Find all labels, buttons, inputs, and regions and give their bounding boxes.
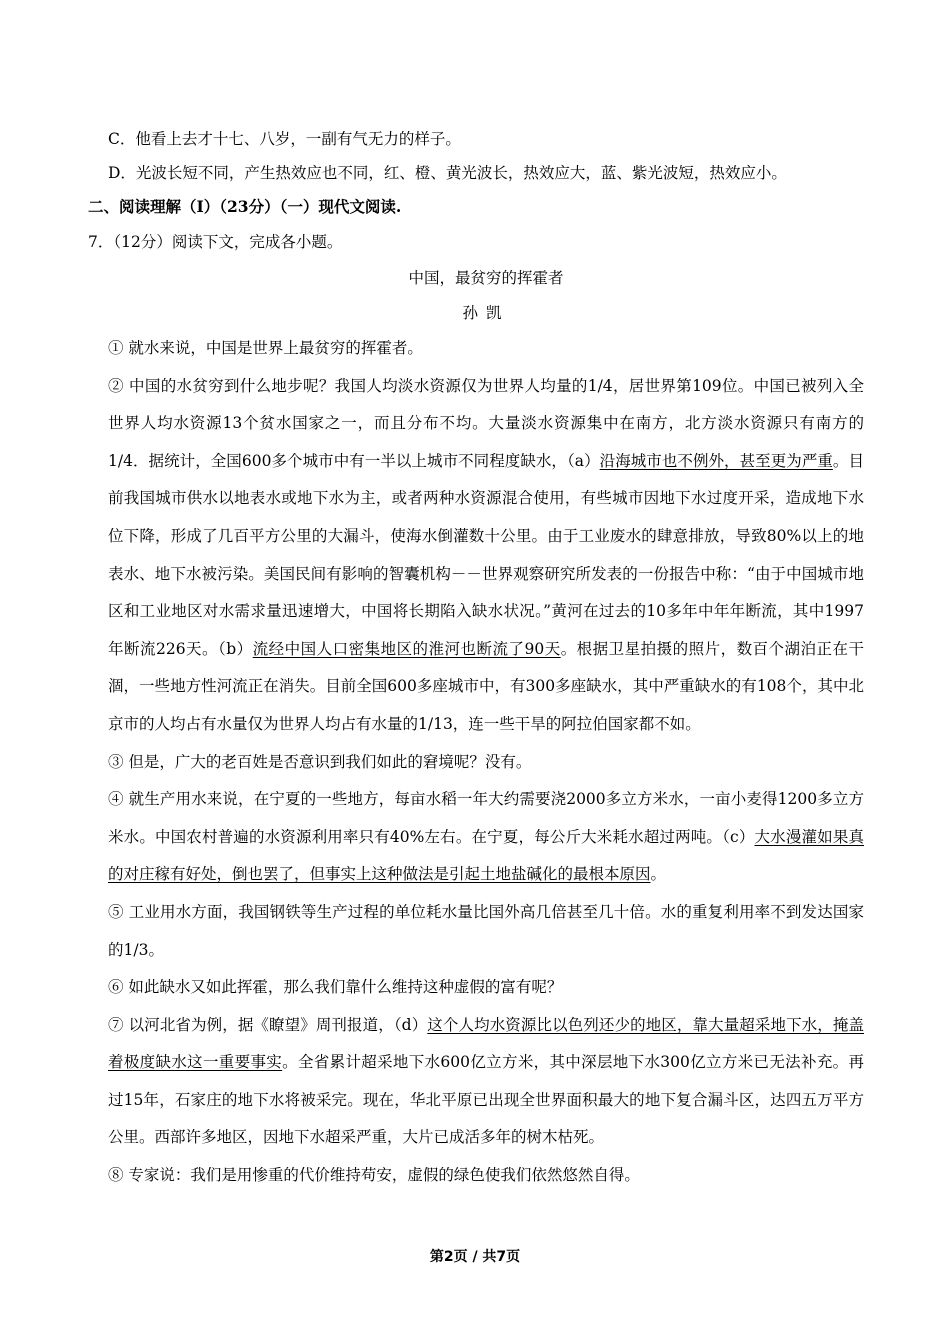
paragraph-1: ① 就水来说，中国是世界上最贫穷的挥霍者。 bbox=[108, 339, 423, 357]
section-heading: 二、阅读理解（Ⅰ）（23分）（一）现代文阅读. bbox=[88, 197, 402, 216]
paragraph-2-text-c: 。根据卫星拍摄的照片，数百个湖泊正在干涸，一些地方性河流正在消失。目前全国600多座城市中，有300多座缺水，其中严重缺水的有108个，其中北京市的人均占有水量仅为世界人均占有水量的1/13，连一些干旱的阿拉伯国家都不如。 bbox=[108, 639, 864, 733]
underlined-sentence-d: 这个人均水资源比以色列还少的地区，靠大量超采地下水，掩盖着极度缺水这一重要事实 bbox=[108, 1015, 864, 1072]
paragraph-7 bbox=[108, 1007, 864, 1157]
option-d: D．光波长短不同，产生热效应也不同，红、橙、黄光波长，热效应大，蓝、紫光波短，热效应小。 bbox=[108, 164, 787, 182]
underlined-sentence-a: 沿海城市也不例外，甚至更为严重 bbox=[599, 451, 833, 470]
paragraph-2 bbox=[108, 368, 864, 744]
paragraph-5: ⑤ 工业用水方面，我国钢铁等生产过程的单位耗水量比国外高几倍甚至几十倍。水的重复利用率不到发达国家的1/3。 bbox=[108, 902, 864, 959]
article-title: 中国，最贫穷的挥霍者 bbox=[408, 269, 564, 287]
paragraph-4-text-b: 。 bbox=[650, 865, 667, 884]
paragraph-6: ⑥ 如此缺水又如此挥霍，那么我们靠什么维持这种虚假的富有呢？ bbox=[108, 978, 563, 997]
paragraph-2-text-a: ② 中国的水贫穷到什么地步呢？我国人均淡水资源仅为世界人均量的1/4，居世界第109位。中国已被列入全世界人均水资源13个贫水国家之一，而且分布不均。大量淡水资源集中在南方，北方淡水资源只有南方的1/4．据统计，全国600多个城市中有一半以上城市不同程度缺水，（a） bbox=[108, 376, 864, 470]
paragraph-7-text-a: ⑦ 以河北省为例，据《瞭望》周刊报道，（d） bbox=[108, 1015, 428, 1034]
paragraph-7-text-b: 。全省累计超采地下水600亿立方米，其中深层地下水300亿立方米已无法补充。再过15年，石家庄的地下水将被采完。现在，华北平原已出现全世界面积最大的地下复合漏斗区，达四五万平方公里。西部许多地区，因地下水超采严重，大片已成活多年的树木枯死。 bbox=[108, 1053, 864, 1147]
paragraph-4-text-a: ④ 就生产用水来说，在宁夏的一些地方，每亩水稻一年大约需要浇2000多立方米水，一亩小麦得1200多立方米水。中国农村普遍的水资源利用率只有40%左右。在宁夏，每公斤大米耗水超过两吨。（c） bbox=[108, 790, 864, 846]
underlined-sentence-b: 流经中国人口密集地区的淮河也断流了90天 bbox=[252, 639, 561, 658]
option-c: C．他看上去才十七、八岁，一副有气无力的样子。 bbox=[108, 130, 461, 148]
paragraph-3: ③ 但是，广大的老百姓是否意识到我们如此的窘境呢？没有。 bbox=[108, 752, 532, 771]
document-body bbox=[88, 122, 864, 1195]
paragraph-4 bbox=[108, 781, 864, 894]
underlined-sentence-c: 大水漫灌如果真的对庄稼有好处，倒也罢了，但事实上这种做法是引起土地盐碱化的最根本原因 bbox=[108, 827, 864, 884]
paragraph-8: ⑧ 专家说：我们是用惨重的代价维持苟安，虚假的绿色使我们依然悠然自得。 bbox=[108, 1166, 640, 1185]
page-number: 第2页 / 共7页 bbox=[429, 1249, 521, 1265]
article-author: 孙凯 bbox=[462, 304, 510, 322]
question-prompt: 7．（12分）阅读下文，完成各小题。 bbox=[88, 233, 343, 251]
paragraph-2-text-b: 。目前我国城市供水以地表水或地下水为主，或者两种水资源混合使用，有些城市因地下水过度开采，造成地下水位下降，形成了几百平方公里的大漏斗，使海水倒灌数十公里。由于工业废水的肆意排放，导致80%以上的地表水、地下水被污染。美国民间有影响的智囊机构－－世界观察研究所发表的一份报告中称：“由于中国城市地区和工业地区对水需求量迅速增大，中国将长期陷入缺水状况。”黄河在过去的10多年中年年断流，其中1997年断流226天。（b） bbox=[108, 451, 864, 658]
